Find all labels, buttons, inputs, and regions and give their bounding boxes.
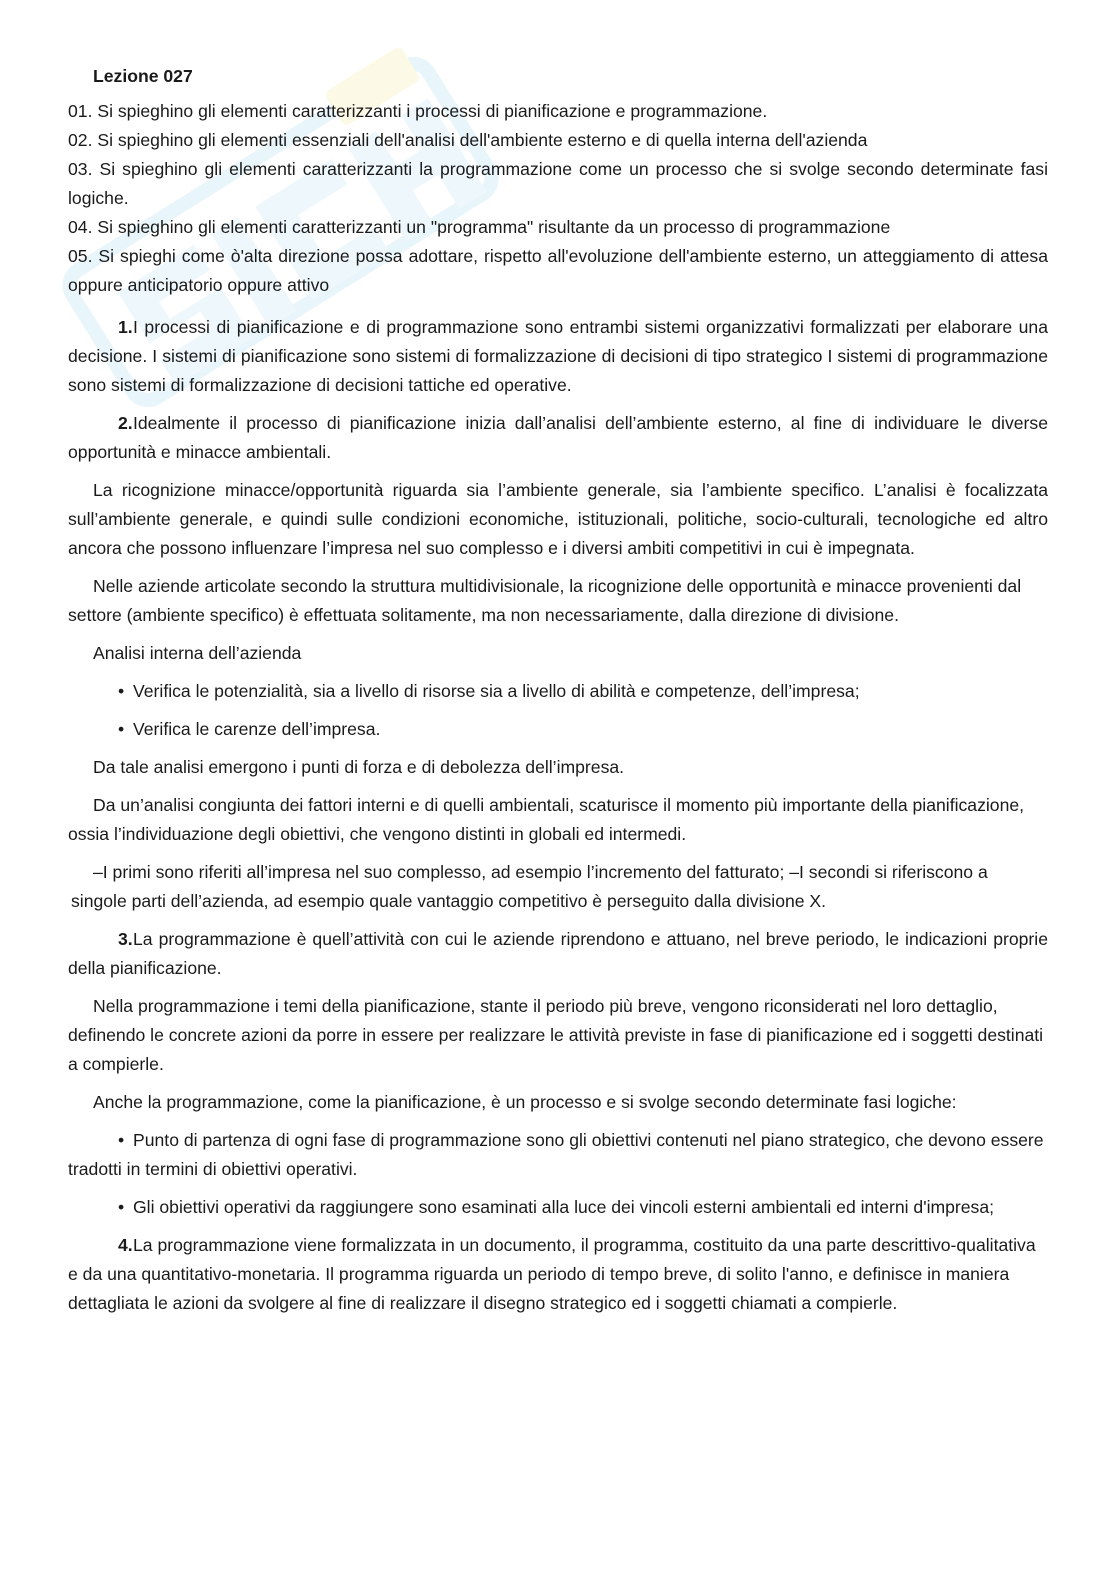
list-item: • Verifica le potenzialità, sia a livello di risorse sia a livello di abilità e competenze, dell’impresa;	[68, 677, 1048, 706]
answer-number: 4.	[118, 1235, 133, 1255]
answer-1	[68, 313, 1048, 400]
lesson-title: Lezione 027	[93, 66, 193, 86]
list-item: • Punto di partenza di ogni fase di programmazione sono gli obiettivi contenuti nel piano strategico, che devono essere tradotti in termini di obiettivi operativi.	[68, 1126, 1048, 1184]
question-02: 02. Si spieghino gli elementi essenziali dell'analisi dell'ambiente esterno e di quella interna dell'azienda	[68, 130, 868, 150]
bullet-symbol: •	[118, 719, 125, 739]
paragraph-temi: Nella programmazione i temi della pianificazione, stante il periodo più breve, vengono riconsiderati nel loro dettaglio, definendo le concrete azioni da porre in essere per realizzare le attività previste in fase di pianificazione ed i soggetti destinati a compierle.	[68, 996, 1044, 1074]
answer-text: Idealmente il processo di pianificazione inizia dall’analisi dell’ambiente esterno, al fine di individuare le diverse opportunità e minacce ambientali.	[68, 413, 1048, 462]
list-item: • Verifica le carenze dell’impresa.	[68, 715, 1048, 744]
list-item: • Gli obiettivi operativi da raggiungere sono esaminati alla luce dei vincoli esterni ambientali ed interni d'impresa;	[68, 1193, 1048, 1222]
bullet-symbol: •	[118, 1197, 125, 1217]
answer-number: 1.	[118, 317, 133, 337]
bullet-symbol: •	[118, 1130, 125, 1150]
answer-text: I processi di pianificazione e di programmazione sono entrambi sistemi organizzativi formalizzati per elaborare una decisione. I sistemi di pianificazione sono sistemi di formalizzazione di decisioni di tipo strategico I sistemi di programmazione sono sistemi di formalizzazione di decisioni tattiche ed operative.	[68, 317, 1048, 395]
answer-4	[68, 1231, 1048, 1318]
answer-number: 3.	[118, 929, 133, 949]
answer-3	[68, 925, 1048, 983]
paragraph-punti-forza: Da tale analisi emergono i punti di forza e di debolezza dell’impresa.	[93, 757, 625, 777]
answer-number: 2.	[118, 413, 133, 433]
paragraph-primi-secondi: –I primi sono riferiti all’impresa nel suo complesso, ad esempio l’incremento del fatturato; –I secondi si riferiscono a singole parti dell’azienda, ad esempio quale vantaggio competitivo è perseguito dalla divisione X.	[71, 862, 988, 911]
answer-2	[68, 409, 1048, 467]
paragraph-analisi-congiunta: Da un’analisi congiunta dei fattori interni e di quelli ambientali, scaturisce il momento più importante della pianificazione, ossia l’individuazione degli obiettivi, che vengono distinti in globali ed intermedi.	[68, 795, 1025, 844]
answer-text: La programmazione viene formalizzata in un documento, il programma, costituito da una parte descrittivo-qualitativa e da una quantitativo-monetaria. Il programma riguarda un periodo di tempo breve, di solito l'anno, e definisce in maniera dettagliata le azioni da svolgere al fine di realizzare il disegno strategico ed i soggetti chiamati a compierle.	[68, 1235, 1036, 1313]
paragraph-analisi-interna: Analisi interna dell’azienda	[93, 643, 302, 663]
question-03: 03. Si spieghino gli elementi caratterizzanti la programmazione come un processo che si svolge secondo determinate fasi logiche.	[68, 159, 1048, 208]
paragraph-multidivisionale: Nelle aziende articolate secondo la struttura multidivisionale, la ricognizione delle opportunità e minacce provenienti dal settore (ambiente specifico) è effettuata solitamente, ma non necessariamente, dalla direzione di divisione.	[68, 576, 1022, 625]
question-01: 01. Si spieghino gli elementi caratterizzanti i processi di pianificazione e programmazione.	[68, 101, 768, 121]
question-04: 04. Si spieghino gli elementi caratterizzanti un "programma" risultante da un processo di programmazione	[68, 217, 891, 237]
document-page	[68, 62, 1048, 1318]
bullet-symbol: •	[118, 681, 125, 701]
answer-text: La programmazione è quell’attività con cui le aziende riprendono e attuano, nel breve periodo, le indicazioni proprie della pianificazione.	[68, 929, 1048, 978]
paragraph-ricognizione: La ricognizione minacce/opportunità riguarda sia l’ambiente generale, sia l’ambiente specifico. L’analisi è focalizzata sull’ambiente generale, e quindi sulle condizioni economiche, istituzionali, politiche, socio-culturali, tecnologiche ed altro ancora che possono influenzare l’impresa nel suo complesso e i diversi ambiti competitivi in cui è impegnata.	[68, 480, 1048, 558]
paragraph-anche: Anche la programmazione, come la pianificazione, è un processo e si svolge secondo determinate fasi logiche:	[93, 1092, 957, 1112]
question-05: 05. Si spieghi come ò'alta direzione possa adottare, rispetto all'evoluzione dell'ambiente esterno, un atteggiamento di attesa oppure anticipatorio oppure attivo	[68, 246, 1048, 295]
